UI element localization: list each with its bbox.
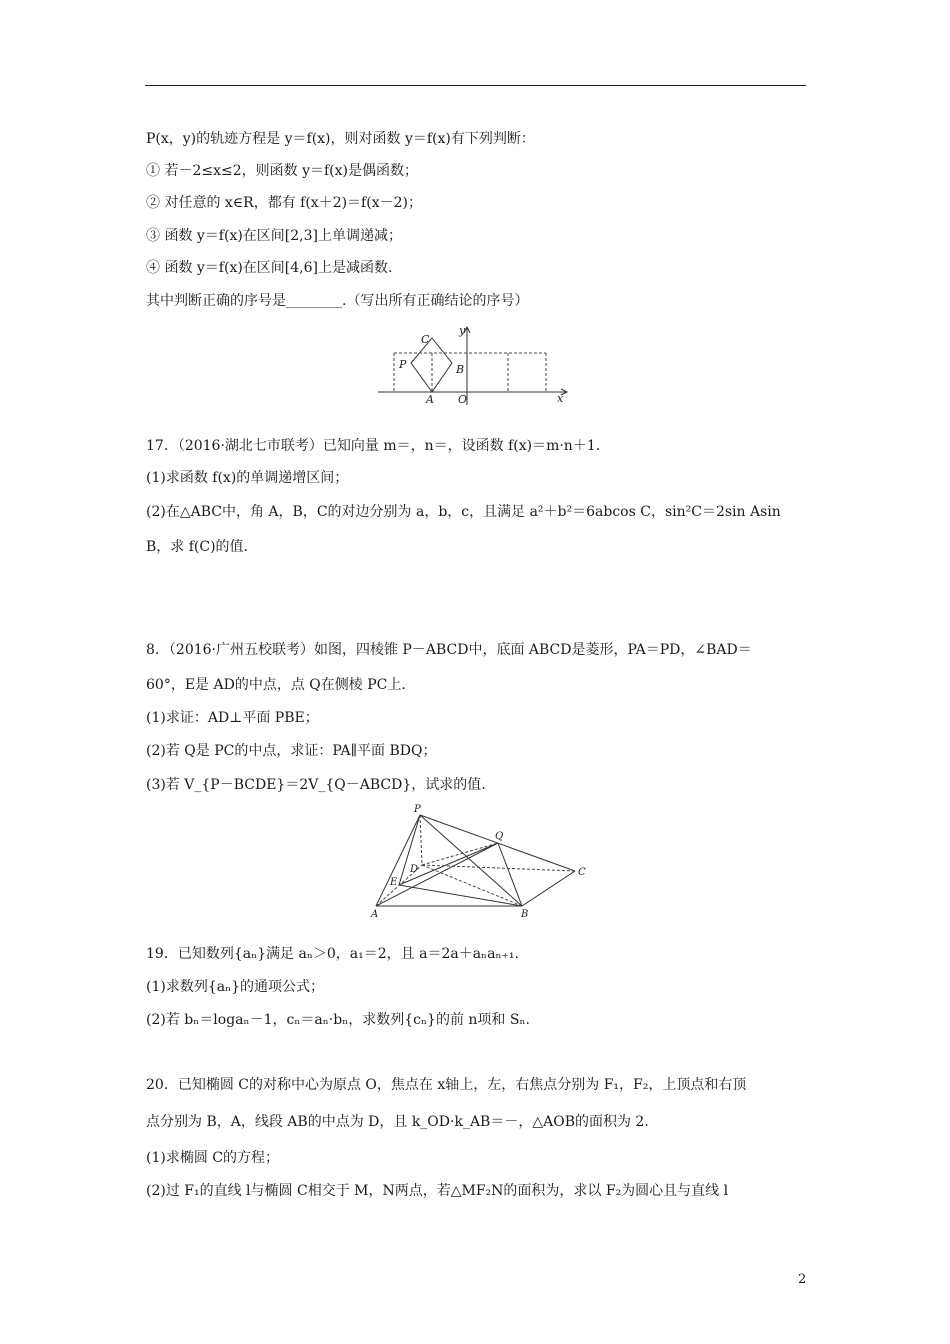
q17-part-1: (1)求函数 f(x)的单调递增区间；	[146, 470, 349, 486]
q16-prompt: 其中判断正确的序号是________.（写出所有正确结论的序号）	[146, 293, 529, 309]
q16-fig-label-y: y	[459, 324, 466, 337]
q16-line-1: P(x，y)的轨迹方程是 y＝f(x)，则对函数 y＝f(x)有下列判断：	[146, 131, 535, 147]
q19-part-2: (2)若 bₙ＝logaₙ－1，cₙ＝aₙ·bₙ，求数列{cₙ}的前 n项和 Sₙ.	[146, 1012, 530, 1028]
q16-fig-label-x: x	[557, 392, 564, 405]
q16-fig-label-O: O	[458, 393, 468, 406]
q18-stem: 8．（2016·广州五校联考）如图，四棱锥 P－ABCD中，底面 ABCD是菱形，PA＝PD，∠BAD＝	[146, 642, 752, 658]
q16-figure	[378, 323, 578, 408]
q16-fig-label-A: A	[426, 393, 434, 406]
q18-stem-cont: 60°，E是 AD的中点，点 Q在侧棱 PC上.	[146, 677, 406, 693]
q18-part-1: (1)求证：AD⊥平面 PBE；	[146, 710, 319, 726]
q20-part-1: (1)求椭圆 C的方程；	[146, 1150, 279, 1166]
header-rule	[145, 85, 806, 86]
q16-option-2: ② 对任意的 x∈R，都有 f(x＋2)＝f(x－2)；	[146, 195, 422, 211]
q18-fig-label-C: C	[578, 867, 586, 878]
q16-fig-label-B: B	[456, 363, 465, 376]
q16-option-4: ④ 函数 y＝f(x)在区间[4,6]上是减函数.	[146, 260, 393, 276]
q18-part-3: (3)若 V_{P－BCDE}＝2V_{Q－ABCD}，试求的值.	[146, 777, 486, 793]
page-number: 2	[798, 1272, 807, 1287]
q16-fig-label-C: C	[421, 333, 430, 346]
q20-stem-cont: 点分别为 B，A，线段 AB的中点为 D，且 k_OD·k_AB＝－，△AOB的面积为 2.	[146, 1114, 649, 1130]
q18-fig-label-E: E	[390, 877, 398, 888]
q17-stem: 17．（2016·湖北七市联考）已知向量 m＝，n＝，设函数 f(x)＝m·n＋1.	[146, 438, 601, 454]
q19-part-1: (1)求数列{aₙ}的通项公式；	[146, 979, 325, 995]
q17-part-2-cont: B，求 f(C)的值.	[146, 539, 249, 555]
q18-fig-label-P: P	[414, 804, 421, 815]
q18-fig-label-D: D	[410, 864, 419, 875]
q17-part-2: (2)在△ABC中，角 A，B，C的对边分别为 a，b，c，且满足 a²＋b²＝6abcos C，sin²C＝2sin Asin	[146, 504, 781, 520]
q19-stem: 19．已知数列{aₙ}满足 aₙ＞0，a₁＝2，且 a＝2a＋aₙaₙ₊₁.	[146, 946, 519, 962]
q18-fig-label-A: A	[371, 909, 379, 920]
q20-part-2: (2)过 F₁的直线 l与椭圆 C相交于 M，N两点，若△MF₂N的面积为，求以 F₂为圆心且与直线 l	[146, 1183, 729, 1199]
q16-fig-label-P: P	[399, 358, 407, 371]
q18-figure	[368, 802, 593, 922]
q18-fig-label-Q: Q	[495, 831, 504, 842]
q18-fig-label-B: B	[521, 909, 529, 920]
q20-stem: 20．已知椭圆 C的对称中心为原点 O，焦点在 x轴上，左，右焦点分别为 F₁，F₂，上顶点和右顶	[146, 1077, 747, 1093]
q16-option-1: ① 若－2≤x≤2，则函数 y＝f(x)是偶函数；	[146, 163, 418, 179]
q16-option-3: ③ 函数 y＝f(x)在区间[2,3]上单调递减；	[146, 228, 402, 244]
q18-part-2: (2)若 Q是 PC的中点，求证：PA∥平面 BDQ；	[146, 743, 437, 759]
